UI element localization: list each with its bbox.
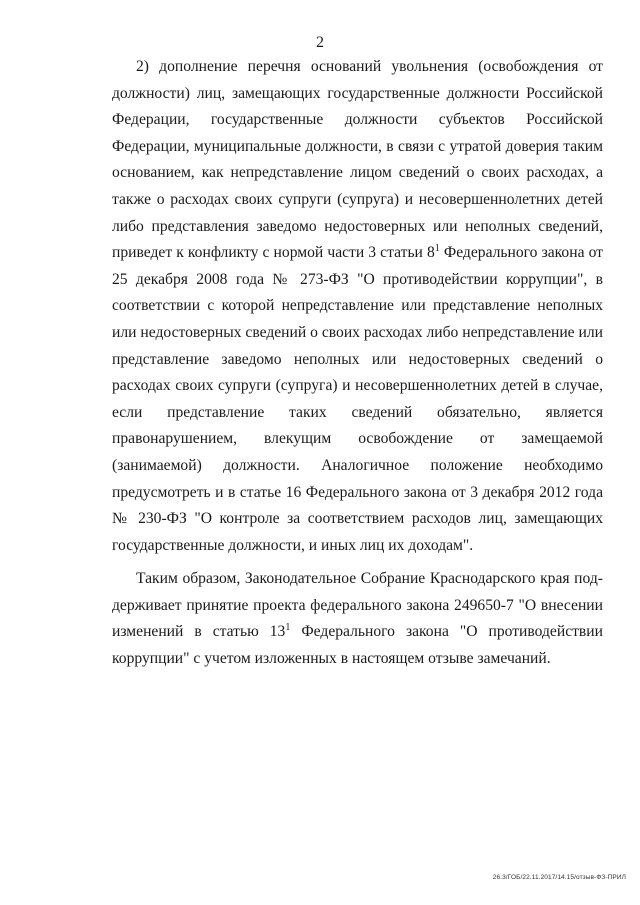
superscript-2: 1 xyxy=(285,622,291,634)
document-body xyxy=(112,54,603,673)
superscript-1: 1 xyxy=(434,243,440,255)
paragraph-1-text-a: 2) дополнение перечня оснований увольнения (освобождения от должности) лиц, замещающих государственные должности Российской Федерации, государственные должности субъектов Российской Федерации, муниципальные должности, в связи с утратой доверия таким основанием, как непредставление лицом сведений о своих расходах, а также о расходах своих супруги (супруга) и несовершеннолетних детей либо представления заведомо недостоверных или неполных сведений, приведет к конфликту с нормой части 3 статьи 8 xyxy=(112,58,603,262)
paragraph-1 xyxy=(112,54,603,559)
page-number: 2 xyxy=(316,34,324,51)
paragraph-2 xyxy=(112,566,603,672)
paragraph-2-text-a: Таким образом, Законодательное Собрание Краснодарского края поддерживает принятие проекта федерального закона 249650-7 "О внесении изменений в статью 13 xyxy=(112,570,603,641)
paragraph-2-text-b: Федерального закона "О противодействии коррупции" с учетом изложенных в настоящем отзыве замечаний. xyxy=(112,623,603,668)
paragraph-1-text-b: Федерального закона от 25 декабря 2008 года № 273-ФЗ "О противодействии коррупции", в соответствии с которой непредставление или представление неполных или недостоверных сведений о своих расходах либо непредставление или представление заведомо неполных или недостоверных сведений о расходах своих супруги (супруга) и несовершеннолетних детей в случае, если представление таких сведений обязательно, является правонарушением, влекущим освобождение от замещаемой (занимаемой) должности. Аналогичное положение необходимо предусмотреть и в статье 16 Федерального закона от 3 декабря 2012 года № 230-ФЗ "О контроле за соответствием расходов лиц, замещающих государственные должности, и иных лиц их доходам". xyxy=(112,244,603,554)
footer-file-code: 26.3/ГОБ/22.11.2017/14.15/отзыв-ФЗ-ПРИЛ xyxy=(492,874,626,881)
